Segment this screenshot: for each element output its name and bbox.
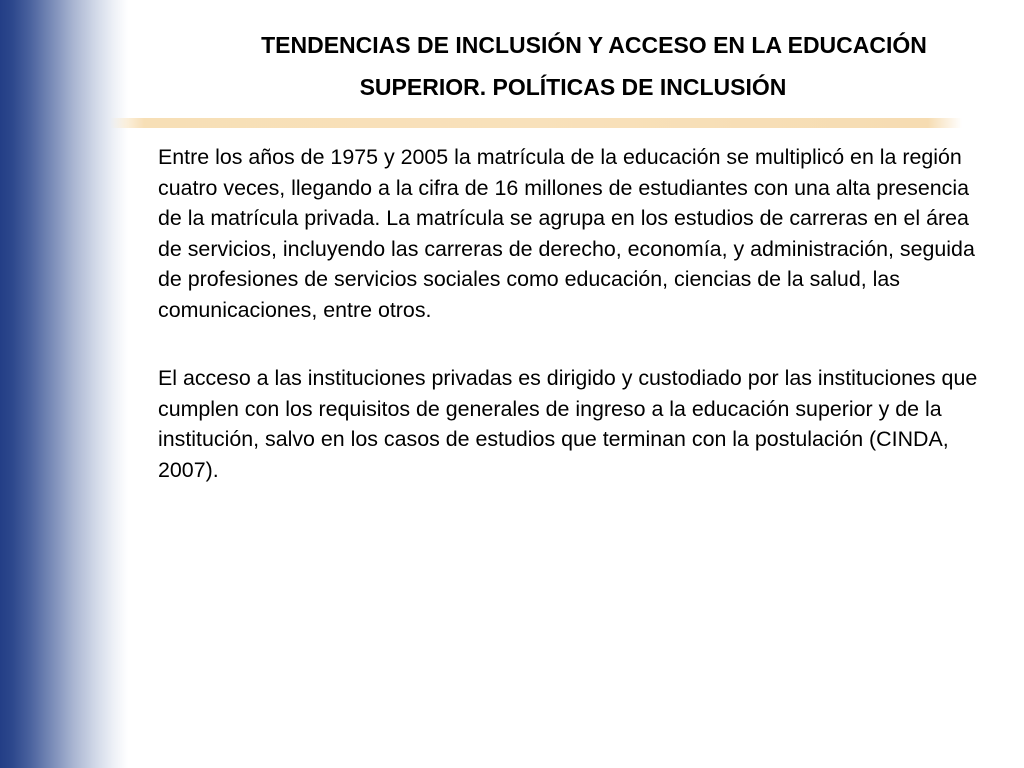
body-paragraph-1: Entre los años de 1975 y 2005 la matrícula de la educación se multiplicó en la región cuatro veces, llegando a la cifra de 16 millones de estudiantes con una alta presencia de la matrícula privada. La matrícula se agrupa en los estudios de carreras en el área de servicios, incluyendo las carreras de derecho, economía, y administración, seguida de profesiones de servicios sociales como educación, ciencias de la salud, las comunicaciones, entre otros. — [158, 145, 975, 322]
slide-body — [158, 142, 998, 485]
body-paragraph-2: El acceso a las instituciones privadas es dirigido y custodiado por las instituciones que cumplen con los requisitos de generales de ingreso a la educación superior y de la institución, salvo en los casos de estudios que terminan con la postulación (CINDA, 2007). — [158, 366, 978, 482]
side-gradient-band — [0, 0, 128, 768]
title-underline-rule — [110, 118, 962, 128]
slide-title-line-1: TENDENCIAS DE INCLUSIÓN Y ACCESO EN LA EDUCACIÓN — [261, 32, 927, 58]
slide-title-line-2: SUPERIOR. POLÍTICAS DE INCLUSIÓN — [359, 74, 787, 100]
slide-title — [150, 24, 1010, 108]
